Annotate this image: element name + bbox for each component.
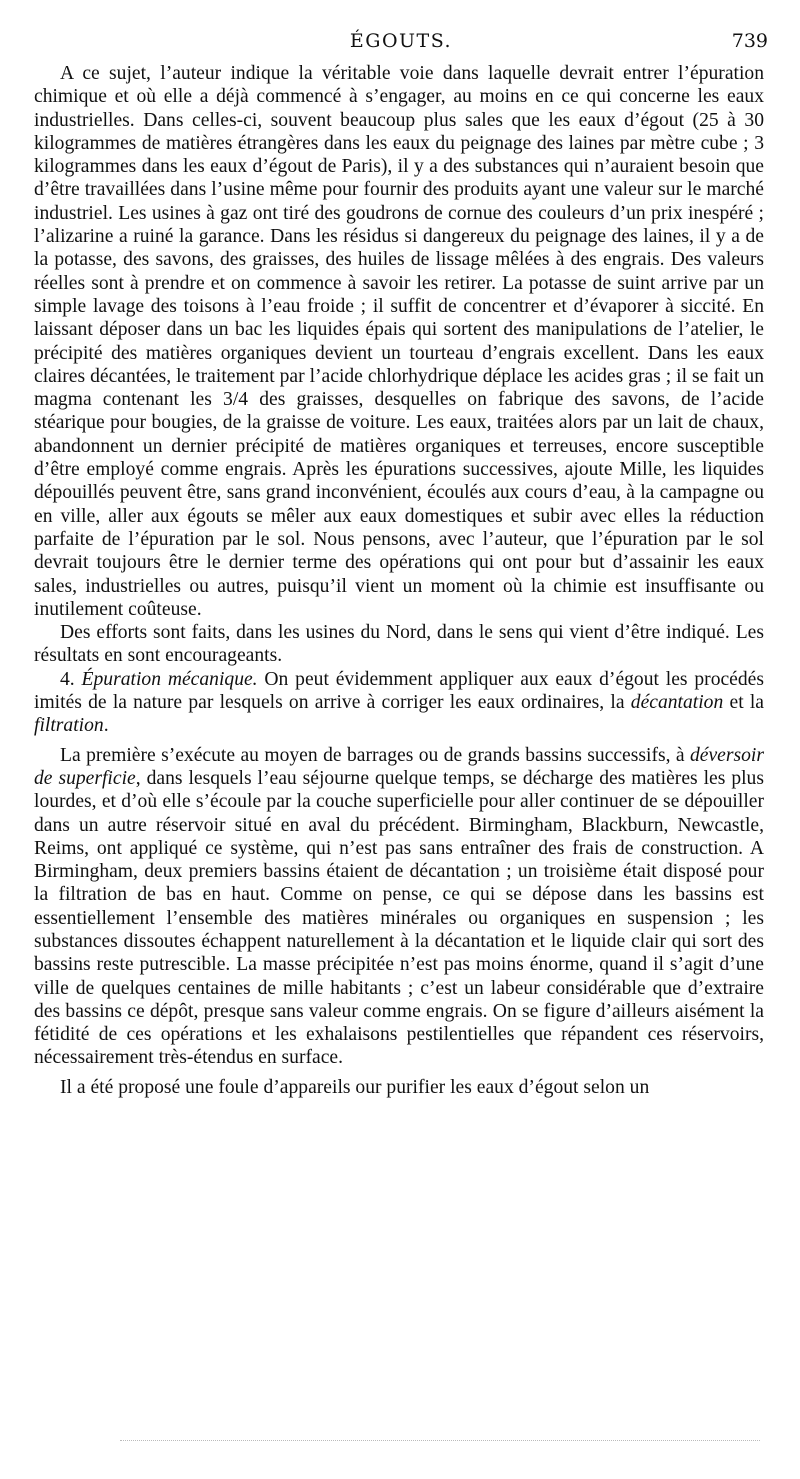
body-text [34, 62, 764, 1099]
paragraph-1: A ce sujet, l’auteur indique la véritable voie dans laquelle devrait entrer l’épuration chimique et où elle a déjà commencé à s’engager, au moins en ce qui concerne les eaux industrielles. Dans celles-ci, souvent beaucoup plus sales que les eaux d’égout (25 à 30 kilogrammes de matières étrangères dans les eaux du peignage des laines par mètre cube ; 3 kilogrammes dans les eaux d’égout de Paris), il y a des substances qui n’auraient besoin que d’être travaillées dans l’usine même pour fournir des produits ayant une valeur sur le marché industriel. Les usines à gaz ont tiré des goudrons de cornue des couleurs d’un prix inespéré ; l’alizarine a ruiné la garance. Dans les résidus si dangereux du peignage des laines, il y a de la potasse, des savons, des graisses, des huiles de lissage mêlées à des engrais. Des valeurs réelles sont à prendre et on commence à savoir les retirer. La potasse de suint arrive par un simple lavage des toisons à l’eau froide ; il suffit de concentrer et d’évaporer à siccité. En laissant déposer dans un bac les liquides épais qui sortent des manipulations de l’atelier, le précipité des matières organiques devient un tourteau d’engrais excellent. Dans les eaux claires décantées, le traitement par l’acide chlorhydrique déplace les acides gras ; il se fait un magma contenant les 3/4 des graisses, desquelles on fabrique des savons, de l’acide stéarique pour bougies, de la graisse de voiture. Les eaux, traitées alors par un lait de chaux, abandonnent un dernier précipité de matières organiques et terreuses, encore susceptible d’être employé comme engrais. Après les épurations successives, ajoute Mille, les liquides dépouillés peuvent être, sans grand inconvénient, écoulés aux cours d’eau, à la campagne ou en ville, aller aux égouts se mêler aux eaux domestiques et subir avec elles la réduction parfaite de l’épuration par le sol. Nous pensons, avec l’auteur, que l’épuration par le sol devrait toujours être le dernier terme des opérations qui ont pour but d’assainir les eaux sales, industrielles ou autres, puisqu’il vient un moment où la chimie est insuffisante ou inutilement coûteuse. [34, 63, 764, 620]
paragraph-3-text-a: On peut évidemment appliquer aux eaux d’égout les procédés imités de la nature par lesquels on arrive à corriger les eaux ordinaires, la [34, 668, 765, 714]
term-deversoir: déversoir de superficie [34, 744, 764, 789]
page-header [34, 26, 768, 56]
footer-divider [120, 1440, 760, 1441]
paragraph-3-text-b: et la [723, 692, 764, 714]
section-number: 4. [60, 668, 75, 690]
paragraph-4-text-a: La première s’exécute au moyen de barrages ou de grands bassins successifs, à [60, 744, 690, 766]
running-title: ÉGOUTS. [349, 30, 453, 52]
paragraph-5: Il a été proposé une foule d’appareils our purifier les eaux d’égout selon un [60, 1076, 650, 1098]
paragraph-2: Des efforts sont faits, dans les usines du Nord, dans le sens qui vient d’être indiqué. Les résultats en sont encourageants. [34, 622, 764, 667]
paragraph-4 [34, 744, 764, 1070]
section-heading: Épuration mécanique. [81, 668, 258, 690]
paragraph-3-text-c: . [103, 715, 109, 737]
term-filtration: filtration [34, 715, 104, 737]
paragraph-3 [34, 668, 764, 738]
term-decantation: décantation [630, 692, 724, 714]
paragraph-4-text-b: , dans lesquels l’eau séjourne quelque temps, se décharge des matières les plus lourdes, et d’où elle s’écoule par la couche superficielle pour aller continuer de se dépouiller dans un autre réservoir situé en aval du précédent. Birmingham, Blackburn, Newcastle, Reims, ont appliqué ce système, qui n’est pas sans entraîner des frais de construction. A Birmingham, deux premiers bassins étaient de décantation ; un troisième était disposé pour la filtration de bas en haut. Comme on pense, ce qui se dépose dans les bassins est essentiellement l’ensemble des matières minérales ou organiques en suspension ; les substances dissoutes échappent naturellement à la décantation et le liquide clair qui sort des bassins reste putrescible. La masse précipitée n’est pas moins énorme, quand il s’agit d’une ville de quelques centaines de mille habitants ; c’est un labeur considérable que d’extraire des bassins ce dépôt, presque sans valeur comme engrais. On se figure d’ailleurs aisément la fétidité de ces opérations et les exhalaisons pestilentielles que répandent ces réservoirs, nécessairement très-étendus en surface. [34, 767, 764, 1069]
page-number: 739 [731, 30, 768, 52]
